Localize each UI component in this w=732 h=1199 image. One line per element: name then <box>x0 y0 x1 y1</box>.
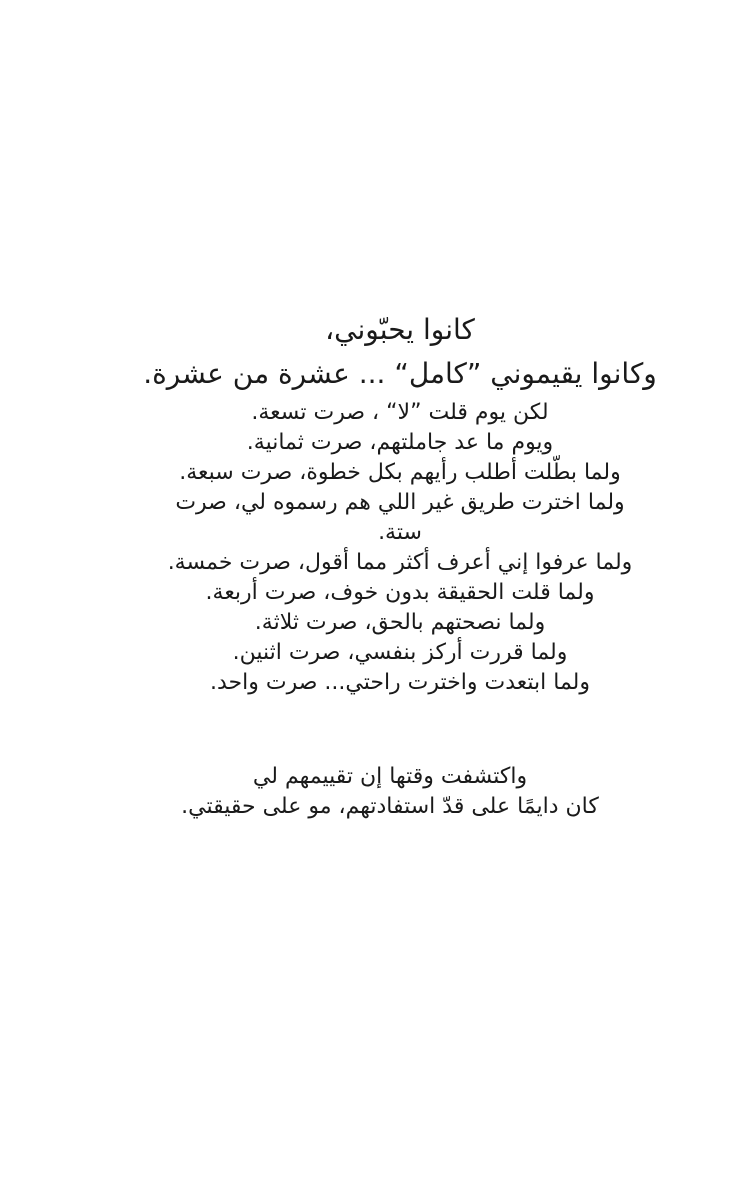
closing-line-1: واكتشفت وقتها إن تقييمهم لي <box>252 764 528 789</box>
verse-line: لكن يوم قلت ”لا“ ، صرت تسعة. <box>251 400 549 425</box>
verse-line: ويوم ما عد جاملتهم، صرت ثمانية. <box>246 430 554 455</box>
poem-title <box>120 308 680 396</box>
poem-verses <box>100 398 700 698</box>
verse-line: ولما قررت أركز بنفسي، صرت اثنين. <box>232 640 568 665</box>
poem-closing <box>120 762 660 822</box>
verse-line: ولما ابتعدت واخترت راحتي... صرت واحد. <box>210 670 590 695</box>
title-line-2: وكانوا يقيموني ”كامل“ ... عشرة من عشرة. <box>143 357 657 390</box>
closing-line-2: كان دايمًا على قدّ استفادتهم، مو على حقيقتي. <box>181 794 599 819</box>
title-line-1: كانوا يحبّوني، <box>325 313 475 346</box>
verse-line: ولما عرفوا إني أعرف أكثر مما أقول، صرت خمسة. <box>167 550 633 575</box>
verse-line: ستة. <box>378 520 422 545</box>
verse-line: ولما بطّلت أطلب رأيهم بكل خطوة، صرت سبعة. <box>179 460 621 485</box>
verse-line: ولما قلت الحقيقة بدون خوف، صرت أربعة. <box>205 580 595 605</box>
verse-line: ولما اخترت طريق غير اللي هم رسموه لي، صرت <box>175 490 625 515</box>
verse-line: ولما نصحتهم بالحق، صرت ثلاثة. <box>254 610 546 635</box>
